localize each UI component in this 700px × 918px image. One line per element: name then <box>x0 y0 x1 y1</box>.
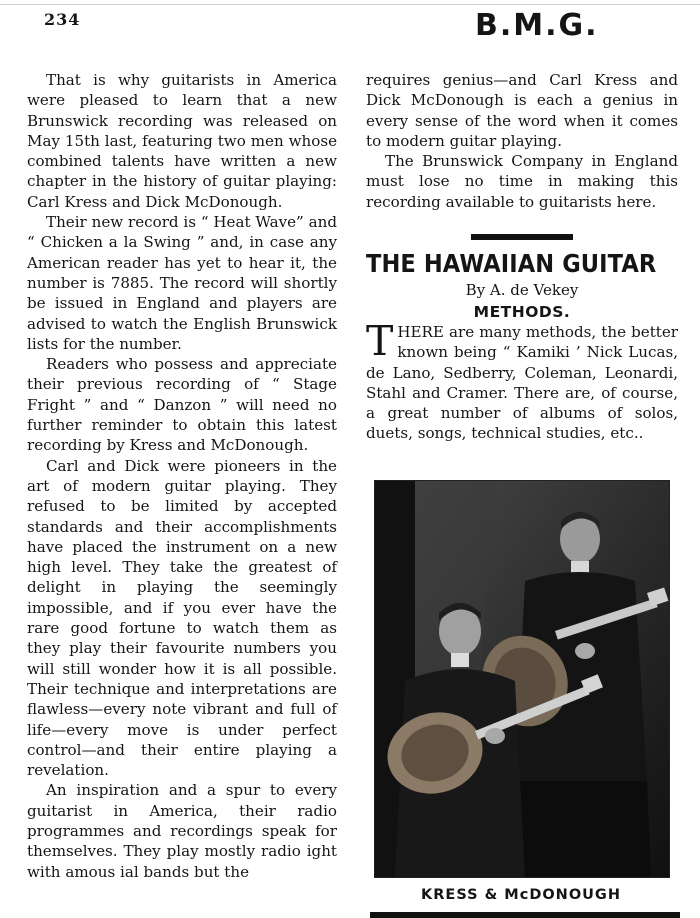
methods-text: HERE are many methods, the better known being “ Kamiki ’ Nick Lucas, de Lano, Sedberry, Coleman, Leonardi, Stahl and Cramer. There are, of course, a great number of albums of solos, duets, songs, technical studies, etc.. <box>366 322 678 443</box>
masthead: B.M.G. <box>475 8 599 43</box>
paragraph: Carl and Dick were pioneers in the art of modern guitar playing. They refused to be limited by accepted standards and their accomplishments have placed the instrument on a new high level. They take the greatest of delight in playing the seemingly impossible, and if you ever have the rare good fortune to watch them as they play their favourite numbers you will still wonder how it is all possible. Their technique and interpretations are flawless—every note vibrant and full of life—every move is under perfect control—and their entire playing a revelation. <box>27 456 337 780</box>
right-column <box>366 70 678 444</box>
section-divider <box>471 234 573 240</box>
continuation-paragraph: requires genius—and Carl Kress and Dick McDonough is each a genius in every sense of the word when it comes to modern guitar playing. <box>366 71 678 150</box>
brunswick-note: The Brunswick Company in England must lose no time in making this recording available to guitarists here. <box>366 152 678 211</box>
drop-cap: T <box>366 316 394 365</box>
photo <box>374 480 670 878</box>
top-rule <box>0 4 700 5</box>
paragraph: Their new record is “ Heat Wave” and “ Chicken a la Swing ” and, in case any American reader has yet to hear it, the number is 7885. The record will shortly be issued in England and players are advised to watch the English Brunswick lists for the number. <box>27 213 337 353</box>
byline: By A. de Vekey <box>465 281 579 300</box>
photo-illustration <box>375 481 669 877</box>
photo-caption: KRESS & McDONOUGH <box>421 887 621 903</box>
paragraph: Readers who possess and appreciate their previous recording of “ Stage Fright ” and “ Danzon ” will need no further reminder to obtain this latest recording by Kress and McDonough. <box>27 355 337 455</box>
left-column <box>27 70 337 882</box>
page-number: 234 <box>44 10 81 29</box>
paragraph: An inspiration and a spur to every guitarist in America, their radio programmes and recordings speak for themselves. They play mostly radio ight with amous ial bands but the <box>27 781 337 881</box>
methods-paragraph <box>366 316 678 444</box>
section-title: THE HAWAIIAN GUITAR <box>366 249 657 279</box>
bottom-rule <box>370 912 680 918</box>
subhead: METHODS. <box>473 302 571 321</box>
paragraph: That is why guitarists in America were pleased to learn that a new Brunswick recording was released on May 15th last, featuring two men whose combined talents have written a new chapter in the history of guitar playing: Carl Kress and Dick McDonough. <box>27 71 337 211</box>
